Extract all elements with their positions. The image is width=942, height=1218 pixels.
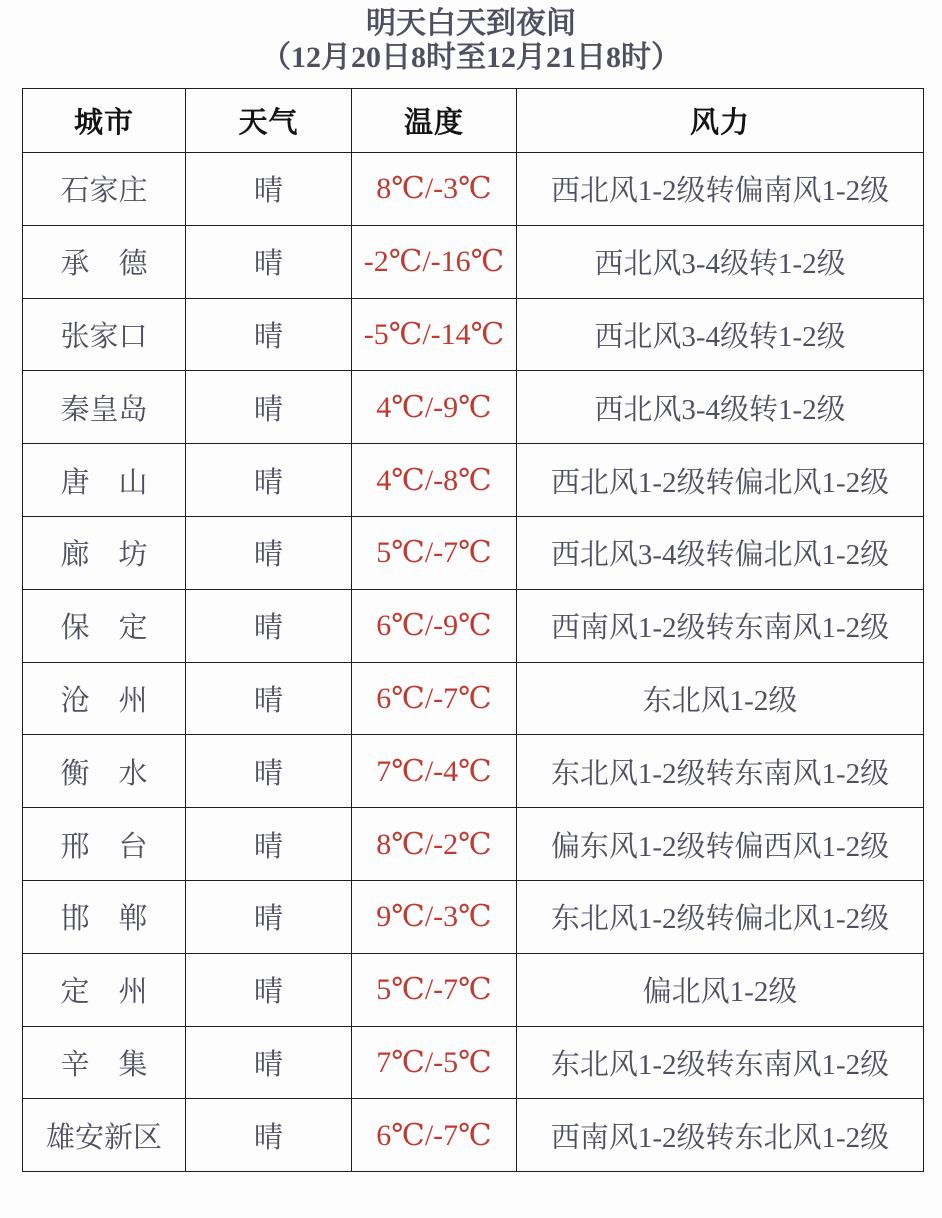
city-cell: 衡 水 [23, 735, 186, 808]
wind-cell: 西北风1-2级转偏南风1-2级 [517, 153, 924, 226]
city-cell: 秦皇岛 [23, 371, 186, 444]
city-cell: 廊 坊 [23, 516, 186, 589]
table-row [23, 662, 924, 735]
weather-cell: 晴 [186, 662, 352, 735]
city-cell: 邢 台 [23, 808, 186, 881]
title-line-2: （12月20日8时至12月21日8时） [261, 40, 681, 74]
weather-cell: 晴 [186, 880, 352, 953]
temperature-cell: 5℃/-7℃ [352, 953, 517, 1026]
weather-cell: 晴 [186, 153, 352, 226]
temperature-cell: -5℃/-14℃ [352, 298, 517, 371]
wind-cell: 东北风1-2级转偏北风1-2级 [517, 880, 924, 953]
weather-cell: 晴 [186, 953, 352, 1026]
wind-cell: 偏北风1-2级 [517, 953, 924, 1026]
weather-cell: 晴 [186, 225, 352, 298]
weather-cell: 晴 [186, 589, 352, 662]
weather-cell: 晴 [186, 516, 352, 589]
wind-cell: 西南风1-2级转东北风1-2级 [517, 1099, 924, 1172]
header-weather: 天气 [186, 89, 352, 153]
temperature-cell: 4℃/-8℃ [352, 444, 517, 517]
temperature-cell: 5℃/-7℃ [352, 516, 517, 589]
table-row [23, 1026, 924, 1099]
wind-cell: 西北风3-4级转1-2级 [517, 298, 924, 371]
city-cell: 雄安新区 [23, 1099, 186, 1172]
weather-cell: 晴 [186, 1099, 352, 1172]
temperature-cell: 7℃/-4℃ [352, 735, 517, 808]
wind-cell: 西北风3-4级转1-2级 [517, 371, 924, 444]
table-row [23, 298, 924, 371]
weather-cell: 晴 [186, 808, 352, 881]
table-row [23, 589, 924, 662]
table-row [23, 371, 924, 444]
city-cell: 张家口 [23, 298, 186, 371]
city-cell: 邯 郸 [23, 880, 186, 953]
wind-cell: 东北风1-2级转东南风1-2级 [517, 1026, 924, 1099]
table-row [23, 225, 924, 298]
wind-cell: 西北风3-4级转偏北风1-2级 [517, 516, 924, 589]
temperature-cell: -2℃/-16℃ [352, 225, 517, 298]
city-cell: 沧 州 [23, 662, 186, 735]
temperature-cell: 6℃/-7℃ [352, 1099, 517, 1172]
city-cell: 石家庄 [23, 153, 186, 226]
temperature-cell: 9℃/-3℃ [352, 880, 517, 953]
table-row [23, 1099, 924, 1172]
header-row [23, 89, 924, 153]
table-row [23, 516, 924, 589]
temperature-cell: 8℃/-3℃ [352, 153, 517, 226]
temperature-cell: 6℃/-7℃ [352, 662, 517, 735]
wind-cell: 东北风1-2级 [517, 662, 924, 735]
temperature-cell: 8℃/-2℃ [352, 808, 517, 881]
weather-cell: 晴 [186, 371, 352, 444]
page-title [0, 0, 942, 74]
weather-cell: 晴 [186, 444, 352, 517]
city-cell: 定 州 [23, 953, 186, 1026]
forecast-table-body [23, 153, 924, 1172]
city-cell: 承 德 [23, 225, 186, 298]
wind-cell: 偏东风1-2级转偏西风1-2级 [517, 808, 924, 881]
table-row [23, 808, 924, 881]
wind-cell: 西北风1-2级转偏北风1-2级 [517, 444, 924, 517]
weather-cell: 晴 [186, 298, 352, 371]
wind-cell: 西北风3-4级转1-2级 [517, 225, 924, 298]
header-wind: 风力 [517, 89, 924, 153]
header-city: 城市 [23, 89, 186, 153]
weather-cell: 晴 [186, 1026, 352, 1099]
table-row [23, 153, 924, 226]
city-cell: 辛 集 [23, 1026, 186, 1099]
table-row [23, 444, 924, 517]
header-temperature: 温度 [352, 89, 517, 153]
table-row [23, 880, 924, 953]
city-cell: 唐 山 [23, 444, 186, 517]
weather-cell: 晴 [186, 735, 352, 808]
temperature-cell: 4℃/-9℃ [352, 371, 517, 444]
table-row [23, 735, 924, 808]
title-line-1: 明天白天到夜间 [366, 7, 576, 40]
table-row [23, 953, 924, 1026]
forecast-table [22, 88, 924, 1172]
temperature-cell: 6℃/-9℃ [352, 589, 517, 662]
city-cell: 保 定 [23, 589, 186, 662]
wind-cell: 东北风1-2级转东南风1-2级 [517, 735, 924, 808]
wind-cell: 西南风1-2级转东南风1-2级 [517, 589, 924, 662]
temperature-cell: 7℃/-5℃ [352, 1026, 517, 1099]
